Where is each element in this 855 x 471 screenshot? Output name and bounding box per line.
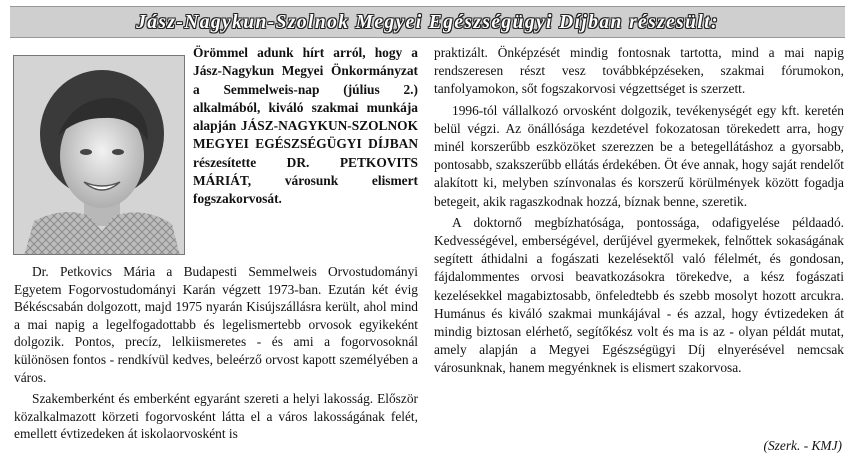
intro-lead bbox=[193, 44, 418, 209]
portrait-photo bbox=[13, 55, 185, 255]
article-title: Jász-Nagykun-Szolnok Megyei Egészségügyi Díjban részesült: bbox=[136, 12, 719, 33]
left-column bbox=[14, 263, 418, 447]
paragraph: praktizált. Önképzését mindig fontosnak tartotta, mind a mai napig rendszeresen részt vesz továbbképzéseken, szakmai fórumokon, tanfolyamokon, sőt fogszakorvosi végzettséget is szerzett. bbox=[434, 45, 844, 97]
paragraph: Szakemberként és emberként egyaránt szereti a helyi lakosság. Először közalkalmazott körzeti fogorvosként látta el a város lakosságának felét, emellett évtizedeken át iskolaorvosként is bbox=[14, 391, 418, 442]
paragraph: 1996-tól vállalkozó orvosként dolgozik, tevékenységét egy kft. keretén belül végzi. Az önállósága kezdetével fokozatosan törekedett arra, hogy minél korszerűbb eszközöket szerezzen be a betegellátáshoz a gyorsabb, pontosabb, szakszerűbb ellátás érdekében. Öt éve annak, hogy saját rendelőt alakított ki, melyben színvonalas és korszerű körülmények között fogadja betegeit, akik ragaszkodnak hozzá, bíznak benne, szeretik. bbox=[434, 102, 844, 209]
paragraph: Dr. Petkovics Mária a Budapesti Semmelweis Orvostudományi Egyetem Fogorvostudományi Karán végzett 1973-ban. Ezután két évig Békéscsabán dolgozott, majd 1975 nyarán Kisújszállásra került, ahol mind a mai napig a legelfogadottabb és legelismertebb orvosok egyikeként dolgozik. Pontos, precíz, lelkiismeretes - és ami a fogorvosoknál különösen fontos - rendkívül kedves, beleérző orvost kapott személyében a város. bbox=[14, 264, 418, 385]
intro-text: Örömmel adunk hírt arról, hogy a Jász-Nagykun Megyei Önkormányzat a Semmelweis-nap (július 2.) alkalmából, kiváló szakmai munkája alapján JÁSZ-NAGYKUN-SZOLNOK MEGYEI EGÉSZSÉGÜGYI DÍJBAN részesítette DR. PETKOVITS MÁRIÁT, városunk elismert fogszakorvosát. bbox=[193, 45, 418, 207]
paragraph: A doktornő megbízhatósága, pontossága, odafigyelése példaadó. Kedvességével, emberségével, derűjével gyermekek, felnőttek sokaságának segített áthidalni a fogászati kezelésektől való félelmét, és gondosan, fájdalommentes orvosi beavatkozásokra törekedve, a kész fogászati kezelésekkel magabiztosabb, önfeledtebb és szebb mosolyt hozott arcukra. Humánus és kiváló szakmai munkájával - és azzal, hogy évtizedeken át mindig biztosan elérhető, segítőkész volt és ma is az - olyan példát mutat, amely alapján a Megyei Egészségügyi Díj elnyerésével nemcsak városunknak, hanem megyénknek is elismert szakorvosa. bbox=[434, 214, 844, 376]
portrait-image bbox=[14, 56, 185, 255]
right-column bbox=[434, 44, 844, 381]
author-signature: (Szerk. - KMJ) bbox=[763, 438, 842, 453]
article-header bbox=[10, 6, 845, 38]
